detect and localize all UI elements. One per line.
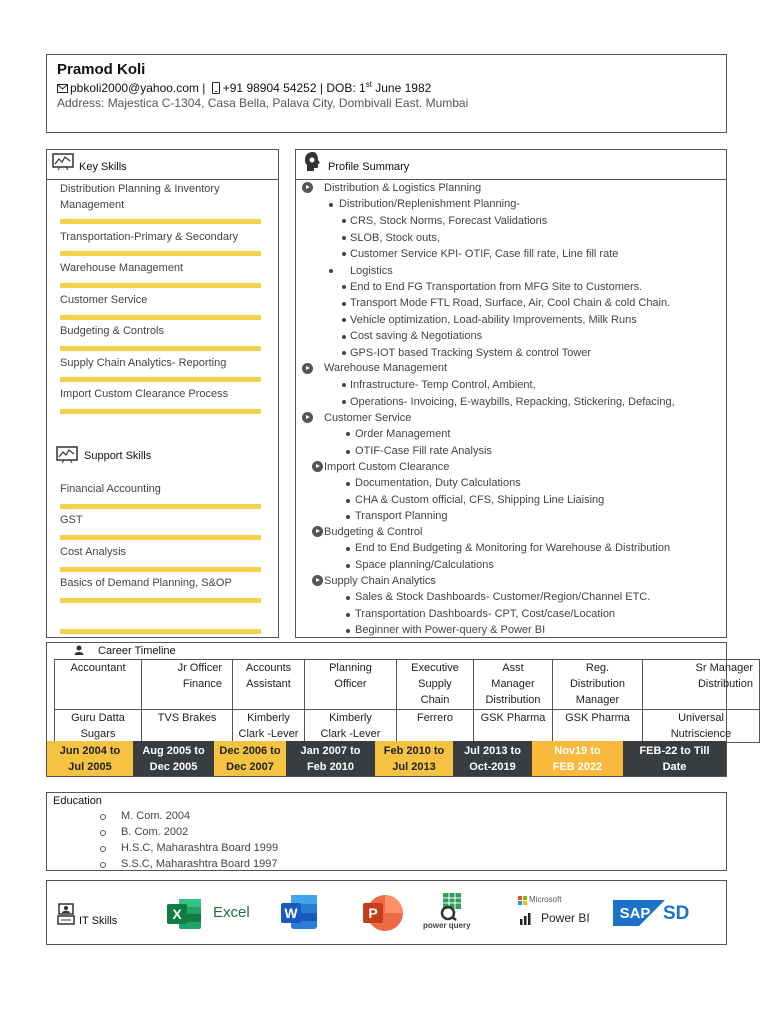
bullet-icon [346, 515, 350, 519]
bullet-icon [346, 450, 350, 454]
cell-line: Date [662, 761, 687, 773]
profile-summary-box [295, 149, 727, 638]
sap-letters: SAP [619, 905, 651, 922]
cell-line: Dec 2006 to [219, 745, 281, 757]
skill-item: Cost Analysis [60, 546, 127, 558]
cell-line: Executive [411, 662, 459, 674]
company-cell [142, 710, 233, 743]
profile-summary-title: Profile Summary [328, 161, 410, 173]
play-bullet-icon [302, 412, 313, 423]
bullet-icon [329, 269, 333, 273]
power-bi-icon [519, 912, 533, 926]
skill-bar [60, 346, 261, 351]
skill-bar [60, 504, 261, 509]
cell-line: Sr Manager [695, 662, 753, 674]
date-cell [453, 741, 532, 776]
company-cell [305, 710, 397, 743]
cell-line: Accounts [245, 662, 292, 674]
bullet-icon [342, 335, 346, 339]
education-item: B. Com. 2002 [121, 826, 189, 838]
cell-line: Assistant [246, 678, 291, 690]
role-cell [553, 660, 643, 710]
person-icon [74, 645, 84, 655]
cell-line: Kimberly [329, 712, 372, 724]
role-cell [305, 660, 397, 710]
summary-item: Cost saving & Negotiations [350, 330, 483, 342]
cell-line: Reg. [585, 662, 610, 674]
cell-line: Supply [418, 678, 452, 690]
company-cell [397, 710, 474, 743]
company-cell [474, 710, 553, 743]
envelope-icon [57, 84, 68, 93]
skill-item: Distribution Planning & Inventory Management [60, 183, 220, 211]
microsoft-logo-icon [518, 896, 527, 905]
education-title: Education [53, 795, 102, 807]
cell-line: Finance [182, 678, 222, 690]
circle-bullet-icon [100, 846, 106, 852]
company-cell [553, 710, 643, 743]
cell-line: Jan 2007 to [300, 745, 361, 757]
head-gear-icon [302, 151, 324, 173]
bullet-icon [346, 564, 350, 568]
excel-label: Excel [213, 904, 250, 921]
section-title: Distribution & Logistics Planning [324, 182, 482, 194]
word-letter: W [284, 905, 298, 921]
skill-bar [60, 598, 261, 603]
cell-line: FEB-22 to Till [639, 745, 710, 757]
support-skills-title: Support Skills [84, 450, 152, 462]
summary-item: Order Management [355, 428, 451, 440]
cell-line: Manager [575, 694, 620, 706]
cell-line: Jul 2005 [68, 761, 112, 773]
cell-line: Manager [491, 678, 535, 690]
cell-line: Oct-2019 [469, 761, 516, 773]
cell-line: Accountant [70, 662, 126, 674]
skill-bar [60, 315, 261, 320]
cell-line: Aug 2005 to [142, 745, 205, 757]
microsoft-label: Microsoft [529, 895, 562, 904]
excel-letter: X [172, 906, 182, 922]
address: Address: Majestica C-1304, Casa Bella, Palava City, Dombivali East. Mumbai [57, 96, 469, 110]
cell-line: Kimberly [247, 712, 290, 724]
cell-line: Distribution [569, 678, 626, 690]
skill-bar [60, 251, 261, 256]
role-cell [233, 660, 305, 710]
it-skills-title: IT Skills [79, 915, 118, 927]
bullet-icon [342, 351, 346, 355]
bullet-icon [346, 629, 350, 633]
dob-date: June 1982 [371, 81, 432, 95]
cell-line: Planning [329, 662, 372, 674]
header-box [46, 54, 727, 133]
circle-bullet-icon [100, 862, 106, 868]
skill-bar [60, 283, 261, 288]
subsection-title: Logistics [350, 265, 393, 277]
bullet-icon [342, 236, 346, 240]
it-skills-box [46, 880, 727, 945]
role-cell [142, 660, 233, 710]
cell-line: Feb 2010 [306, 761, 355, 773]
summary-item: End to End FG Transportation from MFG Site to Customers. [350, 281, 643, 293]
company-cell [55, 710, 142, 743]
bullet-icon [346, 482, 350, 486]
cell-line: Distribution [697, 678, 753, 690]
summary-item: Documentation, Duty Calculations [355, 477, 521, 489]
cell-line: Jr Officer [177, 662, 222, 674]
cell-line: Clark -Lever [320, 728, 381, 740]
role-cell [55, 660, 142, 710]
summary-item: End to End Budgeting & Monitoring for Warehouse & Distribution [355, 542, 671, 554]
bullet-icon [342, 400, 346, 404]
company-cell [233, 710, 305, 743]
dob [326, 81, 431, 95]
education-item: S.S.C, Maharashtra Board 1997 [121, 858, 278, 870]
summary-item: Operations- Invoicing, E-waybills, Repacking, Stickering, Defacing, [350, 396, 675, 408]
table-row [55, 710, 760, 743]
summary-item: Beginner with Power-query & Power BI [355, 624, 546, 636]
subsection-title: Distribution/Replenishment Planning- [339, 198, 520, 210]
key-skills-box [46, 149, 279, 638]
section-title: Supply Chain Analytics [324, 575, 436, 587]
circle-bullet-icon [100, 830, 106, 836]
skill-item: Import Custom Clearance Process [60, 388, 229, 400]
support-chart-icon [56, 446, 78, 464]
cell-line: Asst [502, 662, 524, 674]
play-bullet-icon [302, 363, 313, 374]
cell-line: Chain [420, 694, 450, 706]
cell-line: FEB 2022 [552, 761, 603, 773]
skill-bar [60, 535, 261, 540]
date-cell [532, 741, 623, 776]
summary-item: Customer Service KPI- OTIF, Case fill rate, Line fill rate [350, 248, 619, 260]
bullet-icon [342, 252, 346, 256]
section-title: Budgeting & Control [324, 526, 423, 538]
skill-bar [60, 219, 261, 224]
date-cell [47, 741, 133, 776]
section-title: Import Custom Clearance [324, 461, 450, 473]
word-icon [279, 893, 319, 931]
cell-line: Universal [678, 712, 724, 724]
summary-item: Space planning/Calculations [355, 559, 494, 571]
skill-item: Transportation-Primary & Secondary [60, 231, 239, 243]
summary-item: CHA & Custom official, CFS, Shipping Line Liaising [355, 494, 605, 506]
email[interactable]: pbkoli2000@yahoo.com [70, 81, 199, 95]
play-bullet-icon [312, 526, 323, 537]
bullet-icon [342, 285, 346, 289]
education-item: M. Com. 2004 [121, 810, 191, 822]
skill-bar [60, 567, 261, 572]
separator: | [319, 81, 323, 95]
play-bullet-icon [312, 575, 323, 586]
summary-item: CRS, Stock Norms, Forecast Validations [350, 215, 548, 227]
skill-item: Financial Accounting [60, 483, 161, 495]
play-bullet-icon [302, 182, 313, 193]
person-computer-icon [57, 903, 75, 925]
role-cell [397, 660, 474, 710]
summary-item: Sales & Stock Dashboards- Customer/Region/Channel ETC. [355, 591, 651, 603]
cell-line: GSK Pharma [480, 712, 546, 724]
education-box [46, 792, 727, 871]
skill-item: Customer Service [60, 294, 148, 306]
summary-item: Infrastructure- Temp Control, Ambient, [350, 379, 536, 391]
play-bullet-icon [312, 461, 323, 472]
cell-line: Officer [334, 678, 367, 690]
summary-item: Transportation Dashboards- CPT, Cost/case/Location [355, 608, 616, 620]
date-cell [286, 741, 375, 776]
skill-bar [60, 629, 261, 634]
skill-item: GST [60, 514, 83, 526]
bullet-icon [346, 613, 350, 617]
power-query-label: power query [423, 921, 471, 930]
summary-item: GPS-IOT based Tracking System & control Tower [350, 347, 592, 359]
date-cell [375, 741, 453, 776]
cell-line: Jun 2004 to [59, 745, 121, 757]
circle-bullet-icon [100, 814, 106, 820]
bullet-icon [342, 383, 346, 387]
date-cell [623, 741, 726, 776]
dob-label: DOB: 1 [326, 81, 366, 95]
separator: | [202, 81, 206, 95]
skill-item: Supply Chain Analytics- Reporting [60, 357, 227, 369]
power-bi-label: Power BI [541, 911, 590, 925]
career-timeline-title: Career Timeline [98, 645, 176, 657]
summary-item: Transport Planning [355, 510, 448, 522]
power-query-icon [439, 891, 463, 921]
cell-line: Feb 2010 to [383, 745, 445, 757]
cell-line: GSK Pharma [565, 712, 630, 724]
phone: +91 98904 54252 [222, 81, 317, 95]
date-cell [133, 741, 214, 776]
table-row [55, 660, 760, 710]
summary-item: Vehicle optimization, Load-ability Improvements, Milk Runs [350, 314, 637, 326]
company-cell [643, 710, 760, 743]
section-title: Warehouse Management [324, 362, 448, 374]
bullet-icon [346, 432, 350, 436]
cell-line: TVS Brakes [157, 712, 217, 724]
cell-line: Nov19 to [554, 745, 601, 757]
powerpoint-icon [359, 892, 405, 934]
cell-line: Sugars [80, 728, 116, 740]
cell-line: Dec 2007 [226, 761, 274, 773]
cell-line: Jul 2013 [392, 761, 436, 773]
cell-line: Distribution [485, 694, 541, 706]
cell-line: Nutriscience [670, 728, 732, 740]
role-cell [474, 660, 553, 710]
skills-chart-icon [52, 153, 74, 171]
bullet-icon [342, 219, 346, 223]
education-item: H.S.C, Maharashtra Board 1999 [121, 842, 279, 854]
cell-line: Jul 2013 to [464, 745, 521, 757]
skill-bar [60, 409, 261, 414]
ppt-letter: P [368, 905, 378, 921]
role-cell [643, 660, 760, 710]
contact-line [57, 80, 431, 95]
bullet-icon [346, 499, 350, 503]
candidate-name: Pramod Koli [57, 61, 146, 78]
bullet-icon [342, 318, 346, 322]
phone-icon [212, 82, 220, 94]
divider [47, 179, 278, 180]
section-title: Customer Service [324, 412, 412, 424]
career-table [54, 659, 760, 743]
key-skills-title: Key Skills [79, 161, 127, 173]
bullet-icon [329, 203, 333, 207]
skill-item: Basics of Demand Planning, S&OP [60, 577, 232, 589]
cell-line: Clark -Lever [238, 728, 299, 740]
bullet-icon [342, 302, 346, 306]
bullet-icon [346, 547, 350, 551]
date-cell [214, 741, 286, 776]
cell-line: Guru Datta [71, 712, 125, 724]
skill-bar [60, 377, 261, 382]
summary-item: OTIF-Case Fill rate Analysis [355, 445, 492, 457]
summary-item: SLOB, Stock outs, [350, 232, 440, 244]
cell-line: Dec 2005 [149, 761, 198, 773]
cell-line: Ferrero [416, 712, 454, 724]
summary-item: Transport Mode FTL Road, Surface, Air, Cool Chain & cold Chain. [350, 297, 671, 309]
excel-icon [165, 897, 203, 931]
sd-label: SD [663, 903, 690, 924]
dob-sup: st [365, 80, 372, 89]
bullet-icon [346, 596, 350, 600]
skill-item: Warehouse Management [60, 262, 184, 274]
skill-item: Budgeting & Controls [60, 325, 164, 337]
sap-logo-icon [613, 900, 665, 926]
